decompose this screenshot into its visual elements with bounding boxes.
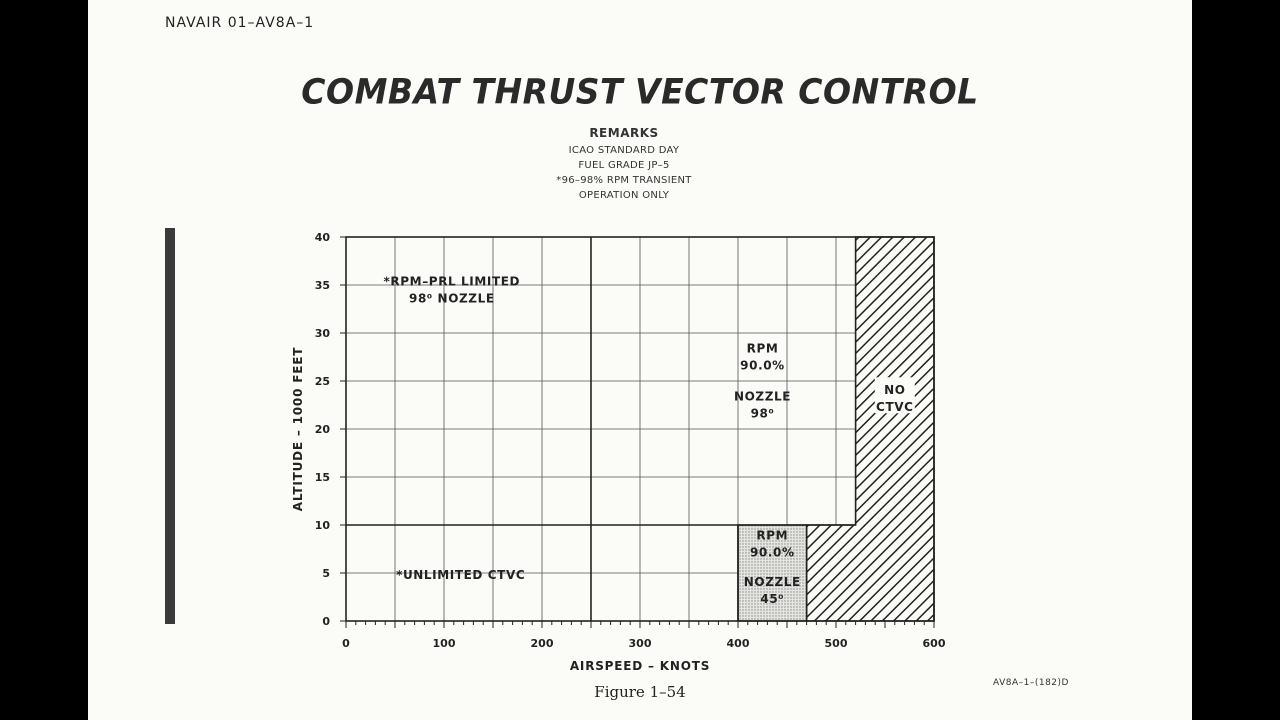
annotation-text: *UNLIMITED CTVC bbox=[396, 567, 526, 582]
x-tick-label: 600 bbox=[922, 637, 946, 650]
remarks-line: OPERATION ONLY bbox=[578, 190, 670, 201]
chart-title: COMBAT THRUST VECTOR CONTROL bbox=[301, 71, 979, 112]
annotation-text: 90.0% bbox=[740, 358, 785, 373]
annotation-text: 90.0% bbox=[749, 545, 795, 560]
annotation bbox=[734, 390, 791, 421]
x-tick-label: 100 bbox=[432, 637, 456, 650]
y-tick-label: 0 bbox=[322, 615, 330, 628]
annotation-text: NO bbox=[884, 382, 906, 397]
ctvc-chart bbox=[88, 0, 1192, 720]
manual-page bbox=[88, 0, 1192, 720]
x-tick-label: 300 bbox=[628, 637, 652, 650]
annotation-text: NOZZLE bbox=[743, 574, 801, 589]
x-tick-label: 500 bbox=[824, 637, 848, 650]
annotation-text: 98⁰ NOZZLE bbox=[409, 291, 495, 306]
annotation-text: CTVC bbox=[876, 399, 914, 414]
annotation bbox=[384, 274, 521, 305]
annotation-text: NOZZLE bbox=[733, 389, 792, 404]
y-tick-label: 5 bbox=[322, 567, 330, 580]
remarks-line: FUEL GRADE JP–5 bbox=[578, 160, 670, 171]
remarks-line: *96–98% RPM TRANSIENT bbox=[556, 175, 692, 186]
annotation bbox=[396, 568, 525, 582]
x-tick-label: 200 bbox=[530, 637, 554, 650]
annotation-text: 98⁰ bbox=[750, 406, 775, 421]
annotation-text: RPM bbox=[756, 528, 789, 543]
annotation-text: *RPM–PRL LIMITED bbox=[383, 274, 521, 289]
y-tick-label: 30 bbox=[314, 327, 330, 340]
y-tick-label: 40 bbox=[314, 231, 330, 244]
remarks-heading: REMARKS bbox=[589, 126, 659, 140]
y-tick-label: 10 bbox=[314, 519, 330, 532]
annotation bbox=[875, 377, 915, 414]
y-axis-label: ALTITUDE – 1000 FEET bbox=[291, 346, 305, 512]
y-tick-label: 20 bbox=[314, 423, 330, 436]
remarks-line: ICAO STANDARD DAY bbox=[568, 145, 680, 156]
y-tick-label: 35 bbox=[314, 279, 330, 292]
document-header-id: NAVAIR 01–AV8A–1 bbox=[165, 15, 315, 31]
annotation-text: RPM bbox=[746, 341, 779, 356]
x-tick-label: 0 bbox=[342, 637, 350, 650]
x-tick-label: 400 bbox=[726, 637, 750, 650]
figure-code: AV8A–1–(182)D bbox=[993, 678, 1069, 688]
y-tick-label: 15 bbox=[314, 471, 330, 484]
y-tick-label: 25 bbox=[314, 375, 330, 388]
annotation bbox=[740, 342, 785, 373]
x-axis-label: AIRSPEED – KNOTS bbox=[569, 659, 711, 673]
figure-caption: Figure 1–54 bbox=[594, 683, 686, 701]
annotation-text: 45⁰ bbox=[760, 591, 785, 606]
